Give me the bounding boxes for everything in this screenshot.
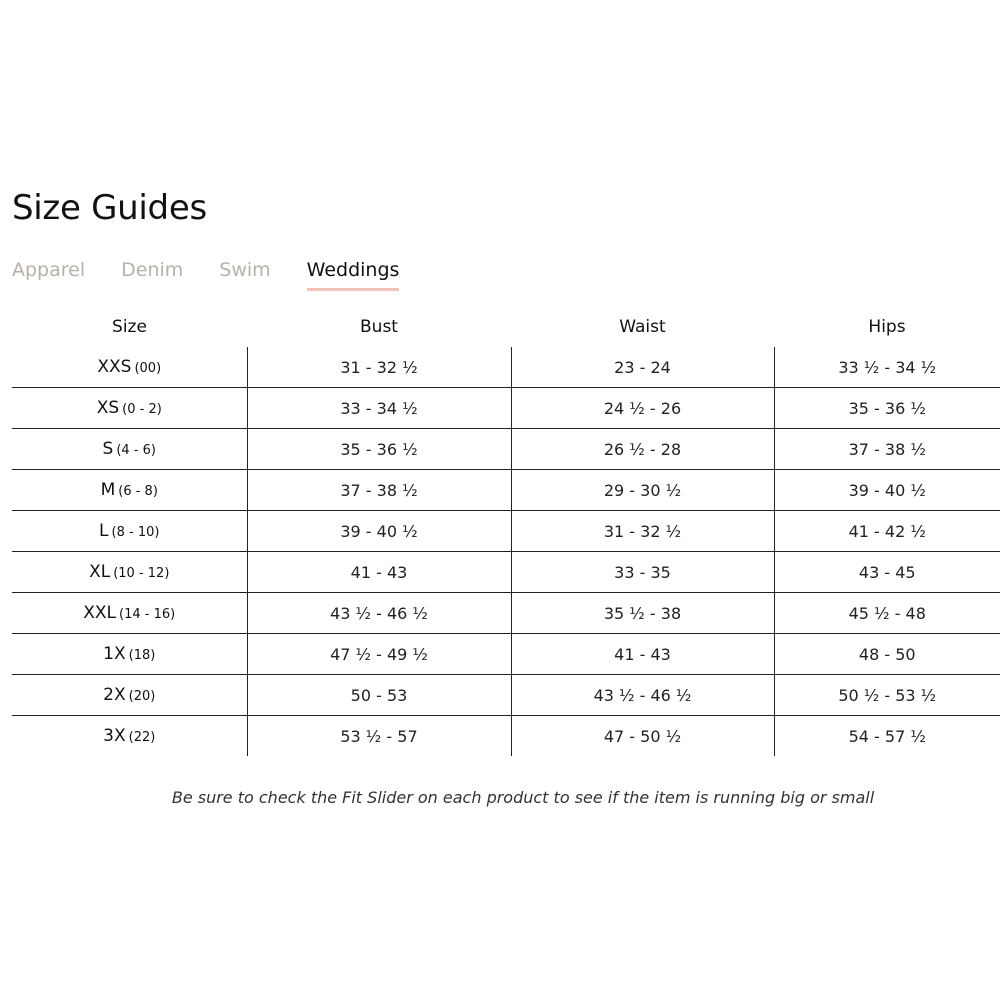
table-header-row (12, 306, 1000, 347)
hips-cell: 48 - 50 (774, 634, 1000, 675)
tab-swim[interactable]: Swim (219, 259, 271, 281)
size-label: S (102, 439, 114, 459)
size-label: L (99, 521, 109, 541)
size-cell (12, 593, 247, 634)
waist-cell: 47 - 50 ½ (511, 716, 774, 757)
waist-cell: 33 - 35 (511, 552, 774, 593)
waist-cell: 29 - 30 ½ (511, 470, 774, 511)
header-hips: Hips (868, 316, 906, 337)
waist-cell: 43 ½ - 46 ½ (511, 675, 774, 716)
size-numeric: (10 - 12) (113, 566, 170, 581)
table-row (12, 552, 1000, 593)
size-numeric: (4 - 6) (116, 443, 156, 458)
table-row (12, 470, 1000, 511)
table-row (12, 511, 1000, 552)
size-table (12, 306, 1000, 756)
bust-cell: 41 - 43 (247, 552, 511, 593)
page-title: Size Guides (12, 188, 207, 228)
size-numeric: (00) (134, 361, 162, 376)
hips-cell: 50 ½ - 53 ½ (774, 675, 1000, 716)
bust-cell: 53 ½ - 57 (247, 716, 511, 757)
size-label: 3X (103, 726, 126, 746)
waist-cell: 26 ½ - 28 (511, 429, 774, 470)
hips-cell: 43 - 45 (774, 552, 1000, 593)
header-size: Size (112, 316, 147, 337)
bust-cell: 35 - 36 ½ (247, 429, 511, 470)
size-cell (12, 716, 247, 757)
size-label: 1X (103, 644, 126, 664)
table-row (12, 429, 1000, 470)
tab-apparel[interactable]: Apparel (12, 259, 86, 281)
bust-cell: 37 - 38 ½ (247, 470, 511, 511)
bust-cell: 33 - 34 ½ (247, 388, 511, 429)
bust-cell: 47 ½ - 49 ½ (247, 634, 511, 675)
waist-cell: 24 ½ - 26 (511, 388, 774, 429)
size-numeric: (0 - 2) (122, 402, 162, 417)
table-row (12, 675, 1000, 716)
size-numeric: (20) (128, 689, 156, 704)
size-numeric: (14 - 16) (119, 607, 176, 622)
size-label: XXS (97, 357, 132, 377)
size-cell (12, 429, 247, 470)
size-cell (12, 675, 247, 716)
hips-cell: 45 ½ - 48 (774, 593, 1000, 634)
hips-cell: 33 ½ - 34 ½ (774, 347, 1000, 388)
table-row (12, 347, 1000, 388)
waist-cell: 23 - 24 (511, 347, 774, 388)
size-numeric: (8 - 10) (111, 525, 160, 540)
size-cell (12, 511, 247, 552)
hips-cell: 35 - 36 ½ (774, 388, 1000, 429)
table-row (12, 716, 1000, 757)
size-cell (12, 470, 247, 511)
waist-cell: 31 - 32 ½ (511, 511, 774, 552)
bust-cell: 43 ½ - 46 ½ (247, 593, 511, 634)
size-label: XL (89, 562, 111, 582)
bust-cell: 39 - 40 ½ (247, 511, 511, 552)
hips-cell: 54 - 57 ½ (774, 716, 1000, 757)
waist-cell: 35 ½ - 38 (511, 593, 774, 634)
bust-cell: 31 - 32 ½ (247, 347, 511, 388)
waist-cell: 41 - 43 (511, 634, 774, 675)
header-bust: Bust (360, 316, 398, 337)
size-label: XXL (83, 603, 117, 623)
size-guide-tabs (12, 256, 399, 288)
size-cell (12, 552, 247, 593)
header-waist: Waist (619, 316, 666, 337)
size-label: 2X (103, 685, 126, 705)
size-numeric: (18) (128, 648, 156, 663)
size-cell (12, 347, 247, 388)
size-numeric: (6 - 8) (118, 484, 158, 499)
size-numeric: (22) (128, 730, 156, 745)
table-row (12, 634, 1000, 675)
size-label: M (100, 480, 116, 500)
bust-cell: 50 - 53 (247, 675, 511, 716)
hips-cell: 37 - 38 ½ (774, 429, 1000, 470)
fit-slider-note: Be sure to check the Fit Slider on each product to see if the item is running big or small (171, 788, 875, 807)
table-row (12, 593, 1000, 634)
size-label: XS (96, 398, 120, 418)
table-body (12, 347, 1000, 756)
size-cell (12, 388, 247, 429)
size-cell (12, 634, 247, 675)
hips-cell: 41 - 42 ½ (774, 511, 1000, 552)
table-row (12, 388, 1000, 429)
hips-cell: 39 - 40 ½ (774, 470, 1000, 511)
tab-denim[interactable]: Denim (121, 259, 184, 281)
tab-weddings[interactable]: Weddings (307, 256, 400, 288)
